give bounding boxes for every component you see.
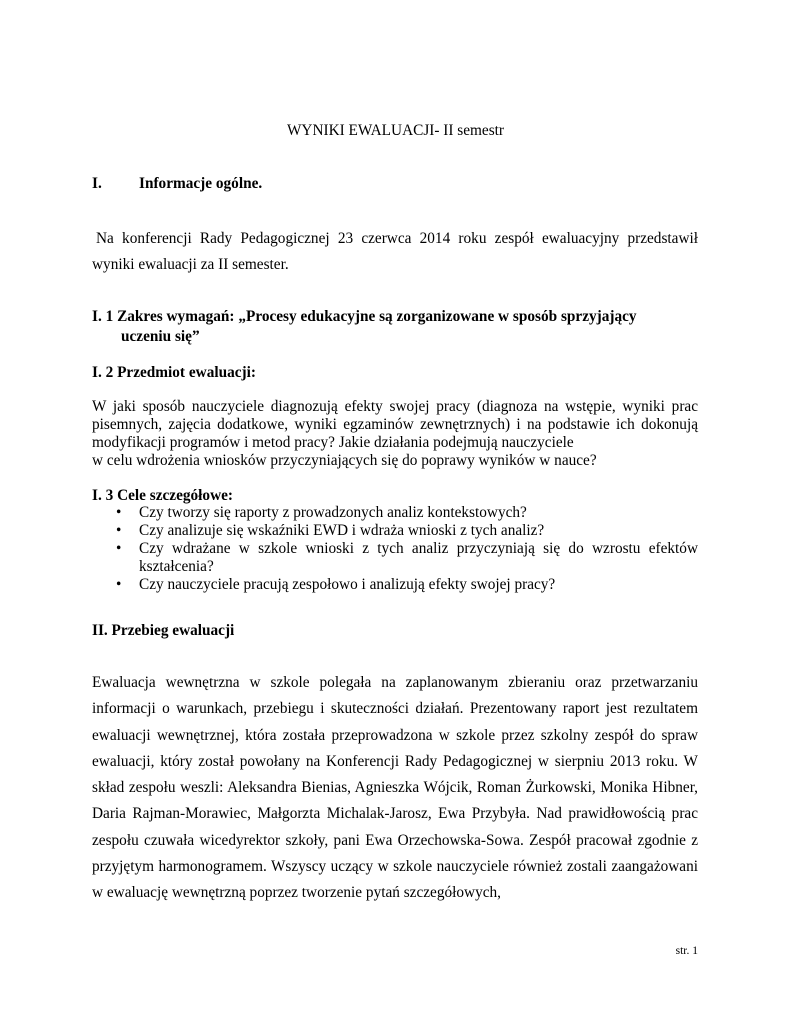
list-item-text: Czy wdrażane w szkole wnioski z tych analiz przyczyniają się do wzrostu efektów kształcenia?: [139, 540, 698, 575]
requirement-heading: [92, 307, 698, 347]
document-title: WYNIKI EWALUACJI- II semestr: [286, 122, 505, 139]
section-title: Informacje ogólne.: [139, 175, 263, 192]
list-item: [92, 540, 698, 576]
page-number: str. 1: [675, 945, 698, 957]
subject-line-3: modyfikacji programów i metod pracy? Jakie działania podejmują nauczyciele: [92, 434, 574, 451]
goals-heading: I. 3 Cele szczegółowe:: [92, 487, 234, 504]
subject-line-2: pisemnych, zajęcia dodatkowe, wyniki egzaminów zewnętrznych) i na podstawie ich dokonują: [92, 416, 698, 433]
bullet-icon: •: [116, 540, 122, 557]
bullet-icon: •: [116, 522, 122, 539]
intro-paragraph: Na konferencji Rady Pedagogicznej 23 czerwca 2014 roku zespół ewaluacyjny przedstawił wyniki ewaluacji za II semester.: [92, 230, 698, 273]
list-item: [92, 576, 698, 594]
requirement-heading-line-2: uczeniu się”: [121, 328, 200, 345]
bullet-icon: •: [116, 576, 122, 593]
section-number: I.: [92, 175, 102, 192]
list-item-text: Czy analizuje się wskaźniki EWD i wdraża wnioski z tych analiz?: [139, 522, 545, 539]
subject-line-4: w celu wdrożenia wniosków przyczyniających się do poprawy wyników w nauce?: [92, 452, 597, 469]
list-item: [92, 504, 698, 522]
requirement-heading-line-1: I. 1 Zakres wymagań: „Procesy edukacyjne są zorganizowane w sposób sprzyjający: [92, 308, 637, 325]
section-heading-general-info: [92, 174, 262, 194]
list-item-text: Czy tworzy się raporty z prowadzonych analiz kontekstowych?: [139, 504, 527, 521]
list-item-text: Czy nauczyciele pracują zespołowo i analizują efekty swojej pracy?: [139, 576, 556, 593]
subject-line-1: W jaki sposób nauczyciele diagnozują efekty swojej pracy (diagnoza na wstępie, wyniki prac: [92, 398, 698, 415]
list-item: [92, 522, 698, 540]
evaluation-course-heading: II. Przebieg ewaluacji: [92, 622, 235, 639]
subject-heading: I. 2 Przedmiot ewaluacji:: [92, 364, 256, 381]
subject-paragraph: [92, 398, 698, 470]
bullet-icon: •: [116, 504, 122, 521]
goals-list: [92, 504, 698, 594]
evaluation-course-paragraph: Ewaluacja wewnętrzna w szkole polegała na zaplanowanym zbieraniu oraz przetwarzaniu informacji o warunkach, przebiegu i skuteczności działań. Prezentowany raport jest rezultatem ewaluacji wewnętrznej, która została przeprowadzona w szkole przez szkolny zespół do spraw ewaluacji, który został powołany na Konferencji Rady Pedagogicznej w sierpniu 2013 roku. W skład zespołu weszli: Aleksandra Bienias, Agnieszka Wójcik, Roman Żurkowski, Monika Hibner, Daria Rajman-Morawiec, Małgorzta Michalak-Jarosz, Ewa Przybyła. Nad prawidłowością prac zespołu czuwała wicedyrektor szkoły, pani Ewa Orzechowska-Sowa. Zespół pracował zgodnie z przyjętym harmonogramem. Wszyscy uczący w szkole nauczyciele również zostali zaangażowani w ewaluację wewnętrzną poprzez tworzenie pytań szczegółowych,: [92, 674, 698, 902]
